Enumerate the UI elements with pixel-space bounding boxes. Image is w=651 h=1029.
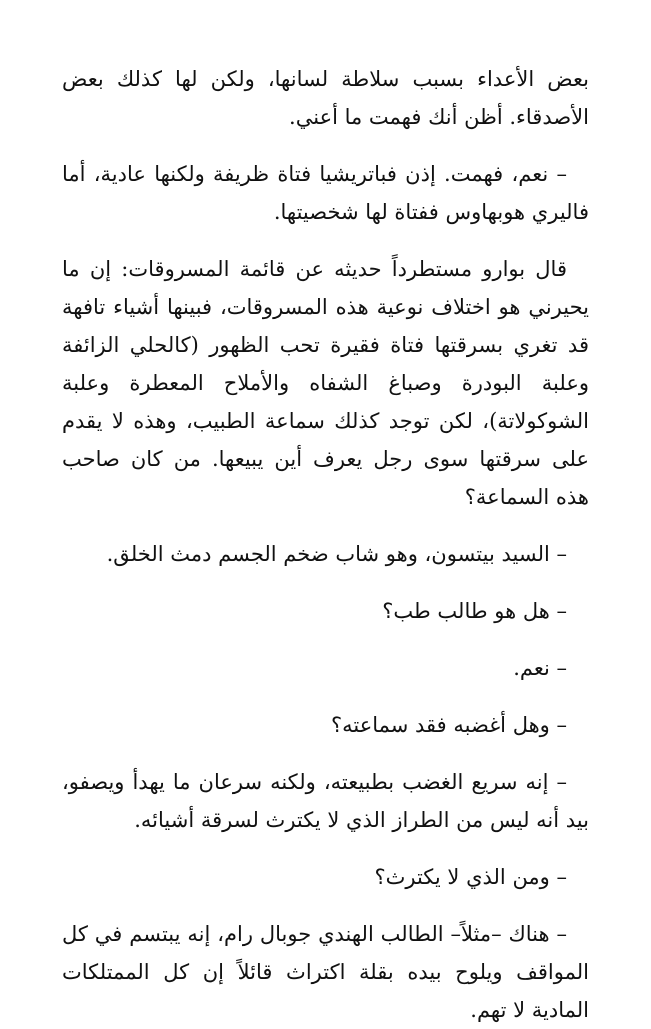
dialogue-paragraph: – نعم. <box>513 656 567 680</box>
dialogue-paragraph: – وهل أغضبه فقد سماعته؟ <box>330 713 567 737</box>
dialogue-paragraph: – هل هو طالب طب؟ <box>382 599 567 623</box>
dialogue-paragraph: – هناك –مثلاً– الطالب الهندي جوبال رام، إنه يبتسم في كل المواقف ويلوح بيده بقلة اكتراث قائلاً إن كل الممتلكات المادية لا تهم. <box>62 922 589 1022</box>
dialogue-paragraph: – السيد بيتسون، وهو شاب ضخم الجسم دمث الخلق. <box>106 542 567 566</box>
narrative-paragraph: قال بوارو مستطرداً حديثه عن قائمة المسروقات: إن ما يحيرني هو اختلاف نوعية هذه المسروقات، فبينها أشياء تافهة قد تغري بسرقتها فتاة فقيرة تحب الظهور (كالحلي الزائفة وعلبة البودرة وصباغ الشفاه والأملاح المعطرة وعلبة الشوكولاتة)، لكن توجد كذلك سماعة الطبيب، وهذه لا يقدم على سرقتها سوى رجل يعرف أين يبيعها. من كان صاحب هذه السماعة؟ <box>62 257 589 509</box>
paragraph-continuation: بعض الأعداء بسبب سلاطة لسانها، ولكن لها كذلك بعض الأصدقاء. أظن أنك فهمت ما أعني. <box>62 67 589 129</box>
dialogue-paragraph: – نعم، فهمت. إذن فباتريشيا فتاة ظريفة ولكنها عادية، أما فاليري هوبهاوس ففتاة لها شخصيتها. <box>62 162 589 224</box>
dialogue-paragraph: – ومن الذي لا يكترث؟ <box>374 865 567 889</box>
dialogue-paragraph: – إنه سريع الغضب بطبيعته، ولكنه سرعان ما يهدأ ويصفو، بيد أنه ليس من الطراز الذي لا يكترث لسرقة أشيائه. <box>62 770 589 832</box>
